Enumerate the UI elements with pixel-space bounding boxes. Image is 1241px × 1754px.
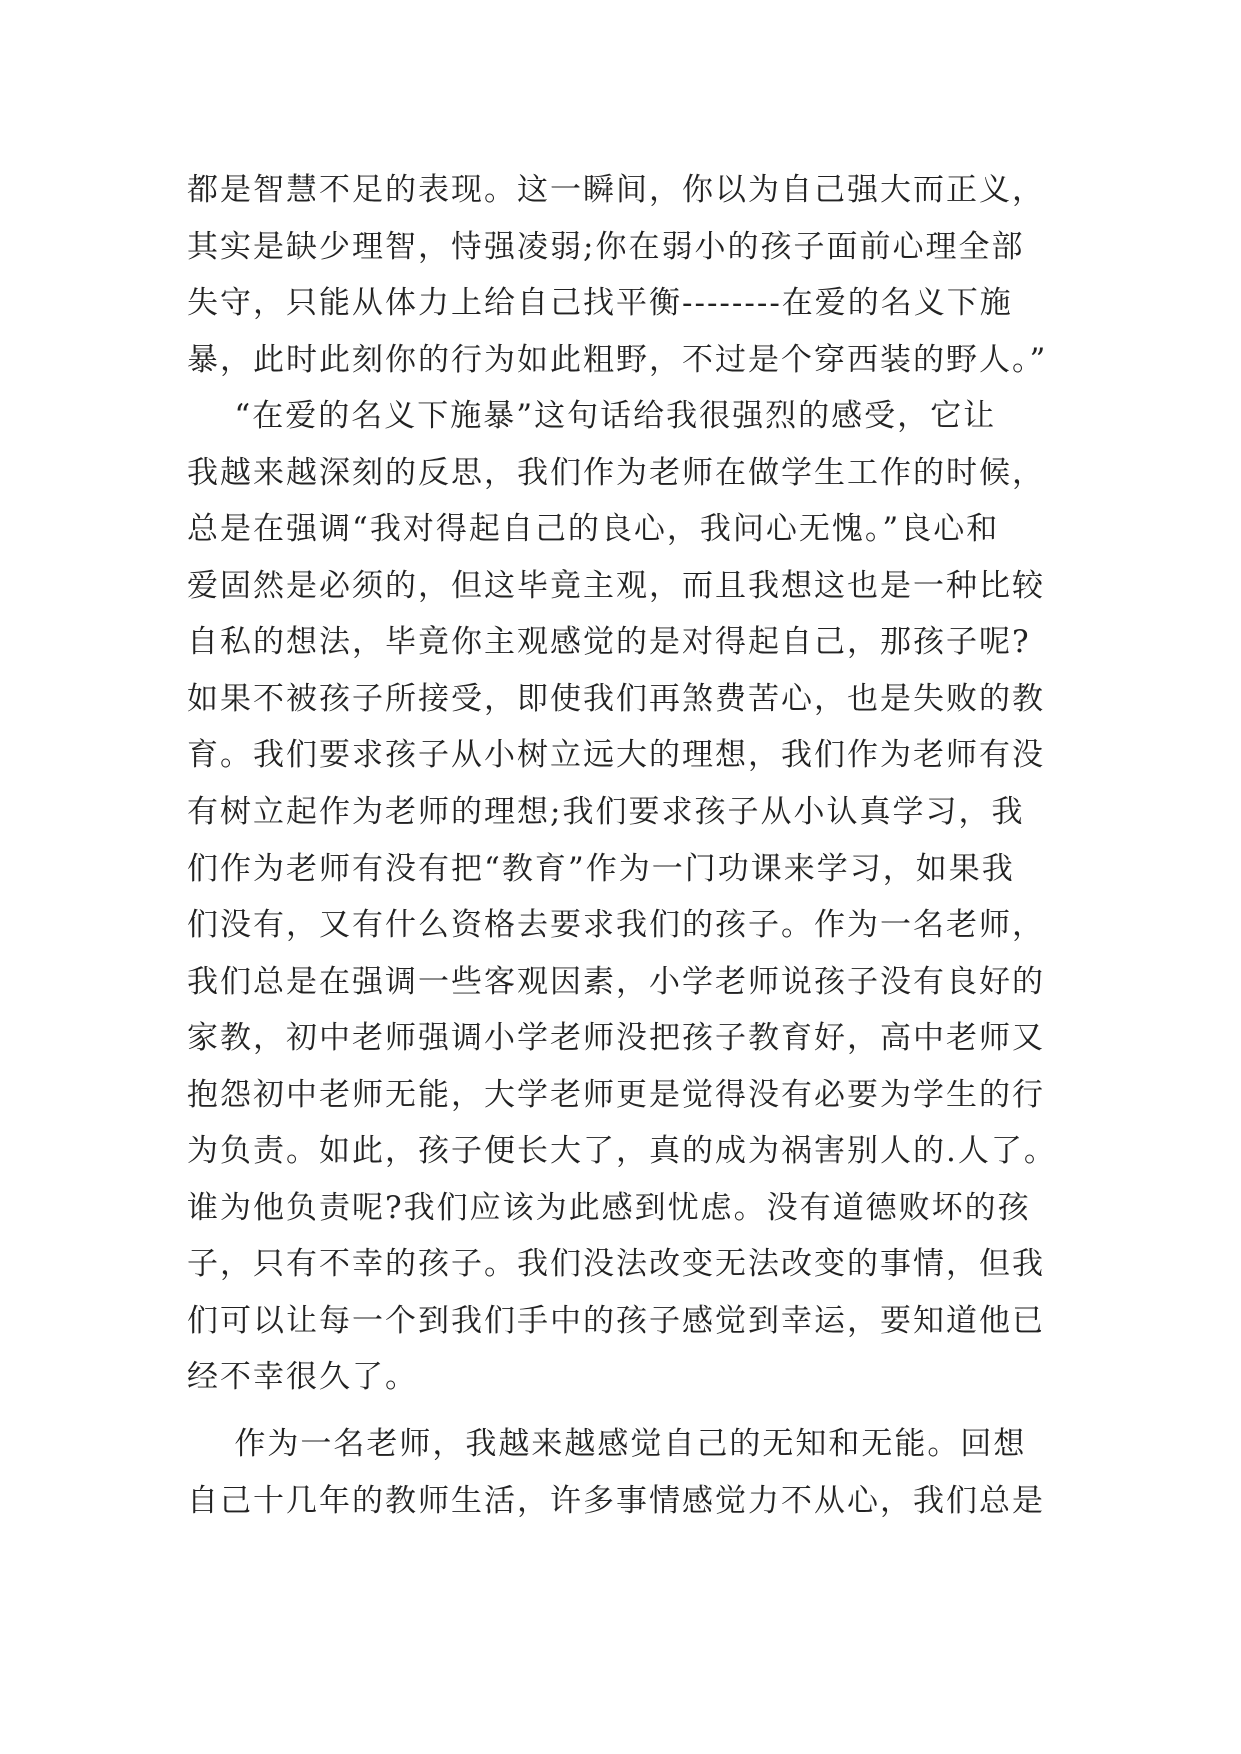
text-line: 为负责。如此，孩子便长大了，真的成为祸害别人的.人了。 xyxy=(187,1133,1057,1170)
text-line: 经不幸很久了。 xyxy=(187,1359,418,1396)
text-line: 如果不被孩子所接受，即使我们再煞费苦心，也是失败的教 xyxy=(187,680,1045,717)
document-body xyxy=(187,162,1067,1529)
text-line: 我们总是在强调一些客观因素，小学老师说孩子没有良好的 xyxy=(187,963,1045,1000)
text-line: 子，只有不幸的孩子。我们没法改变无法改变的事情，但我 xyxy=(187,1246,1045,1283)
text-line: 自私的想法，毕竟你主观感觉的是对得起自己，那孩子呢? xyxy=(187,624,1031,661)
text-line: 们没有，又有什么资格去要求我们的孩子。作为一名老师， xyxy=(187,907,1045,944)
text-line: 育。我们要求孩子从小树立远大的理想，我们作为老师有没 xyxy=(187,737,1045,774)
paragraph-2 xyxy=(187,388,1067,1406)
text-line: 们作为老师有没有把“教育”作为一门功课来学习，如果我 xyxy=(187,850,1015,887)
paragraph-gap xyxy=(187,1406,1067,1416)
text-line: 我越来越深刻的反思，我们作为老师在做学生工作的时候， xyxy=(187,454,1045,491)
text-line: 作为一名老师，我越来越感觉自己的无知和无能。回想 xyxy=(187,1426,1027,1463)
text-line: 都是智慧不足的表现。这一瞬间，你以为自己强大而正义， xyxy=(187,172,1045,208)
text-line: 爱固然是必须的，但这毕竟主观，而且我想这也是一种比较 xyxy=(187,567,1045,604)
text-line: 暴，此时此刻你的行为如此粗野，不过是个穿西装的野人。” xyxy=(187,341,1048,378)
text-line: 有树立起作为老师的理想;我们要求孩子从小认真学习，我 xyxy=(187,794,1025,831)
text-line: 谁为他负责呢?我们应该为此感到忧虑。没有道德败坏的孩 xyxy=(187,1189,1031,1226)
text-line: 总是在强调“我对得起自己的良心，我问心无愧。”良心和 xyxy=(187,511,1000,548)
text-line: 抱怨初中老师无能，大学老师更是觉得没有必要为学生的行 xyxy=(187,1076,1045,1113)
text-line: 失守，只能从体力上给自己找平衡--------在爱的名义下施 xyxy=(187,285,1013,322)
paragraph-3 xyxy=(187,1416,1067,1529)
text-line: 们可以让每一个到我们手中的孩子感觉到幸运，要知道他已 xyxy=(187,1302,1045,1339)
text-line: 自己十几年的教师生活，许多事情感觉力不从心，我们总是 xyxy=(187,1482,1045,1519)
text-line: 其实是缺少理智，恃强凌弱;你在弱小的孩子面前心理全部 xyxy=(187,228,1025,265)
text-line: 家教，初中老师强调小学老师没把孩子教育好，高中老师又 xyxy=(187,1020,1045,1057)
paragraph-1 xyxy=(187,162,1067,388)
text-line: “在爱的名义下施暴”这句话给我很强烈的感受，它让 xyxy=(187,398,997,435)
